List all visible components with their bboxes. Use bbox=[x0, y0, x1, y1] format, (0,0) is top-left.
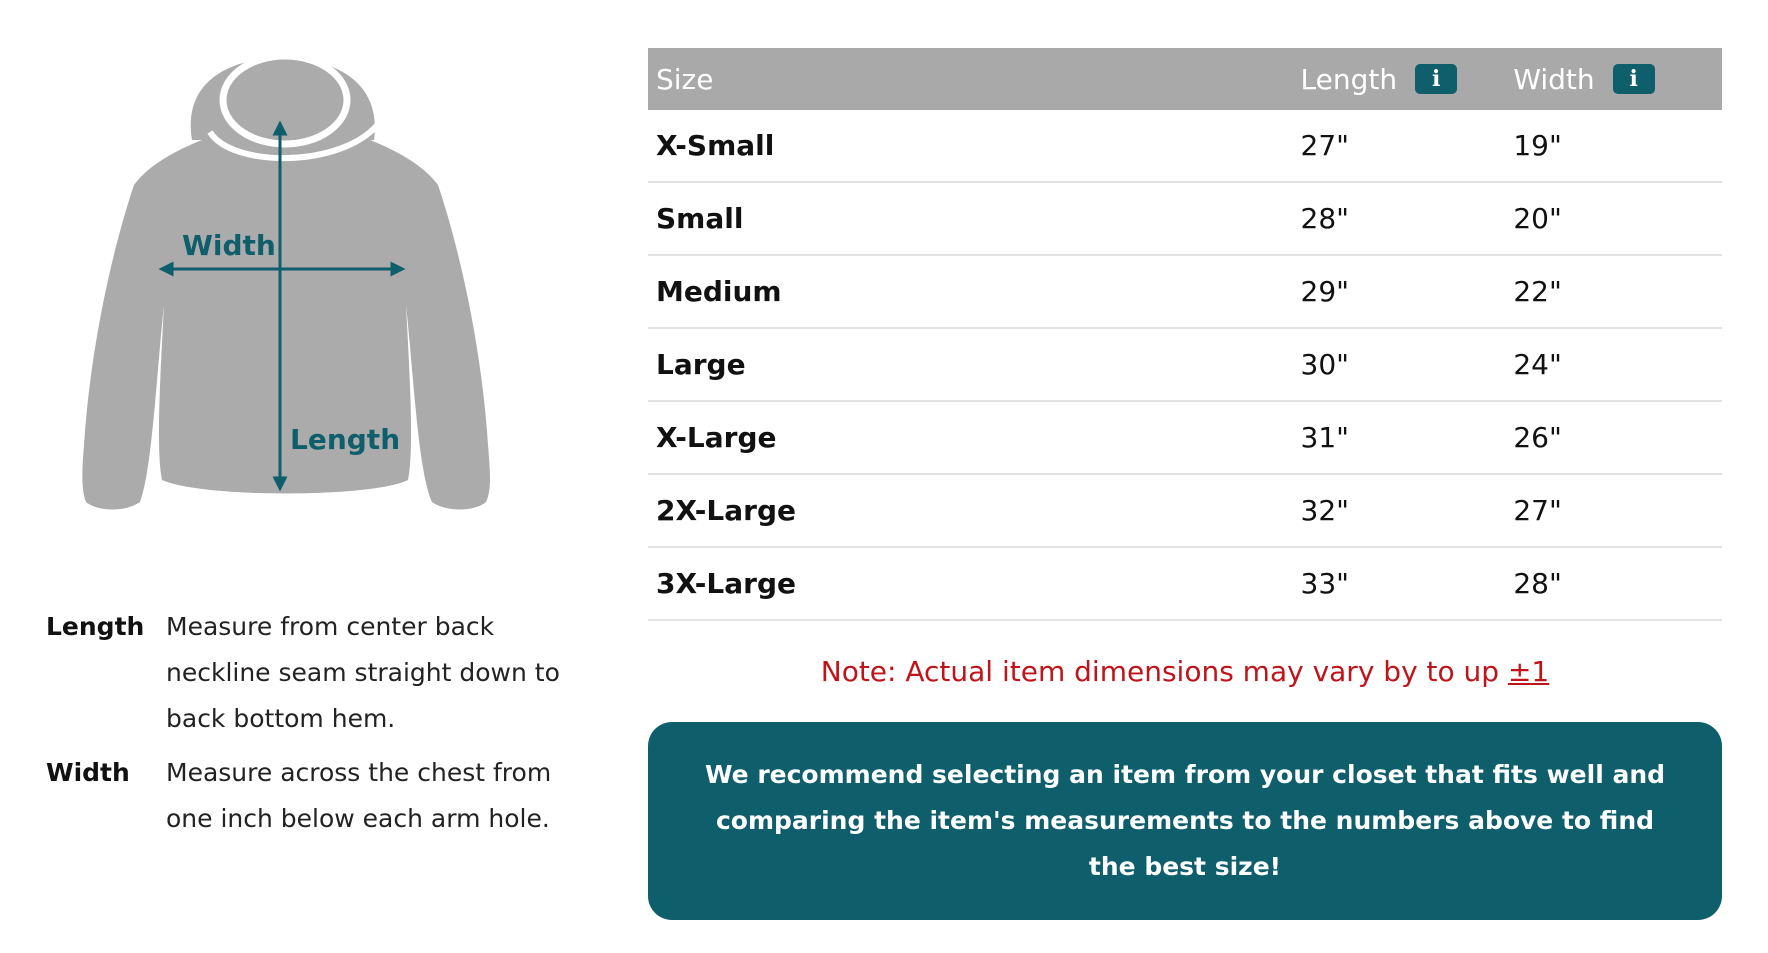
header-length bbox=[1301, 48, 1514, 110]
legend-term: Width bbox=[46, 758, 130, 787]
table-row bbox=[648, 182, 1722, 255]
length-cell: 32" bbox=[1301, 474, 1514, 547]
measurement-guide bbox=[0, 0, 600, 953]
size-table-body bbox=[648, 110, 1722, 620]
width-cell: 24" bbox=[1513, 328, 1722, 401]
hoodie-body bbox=[82, 130, 490, 510]
size-table-header bbox=[648, 48, 1722, 110]
info-icon[interactable]: i bbox=[1613, 64, 1655, 94]
table-row bbox=[648, 328, 1722, 401]
legend-row-length bbox=[46, 604, 566, 742]
length-cell: 27" bbox=[1301, 110, 1514, 182]
header-size: Size bbox=[648, 48, 1301, 110]
table-row bbox=[648, 401, 1722, 474]
recommendation-banner bbox=[648, 722, 1722, 920]
width-label: Width bbox=[182, 229, 276, 262]
width-cell: 27" bbox=[1513, 474, 1722, 547]
length-cell: 30" bbox=[1301, 328, 1514, 401]
measurement-legend bbox=[46, 604, 566, 850]
width-cell: 26" bbox=[1513, 401, 1722, 474]
width-cell: 28" bbox=[1513, 547, 1722, 620]
size-cell: X-Small bbox=[648, 110, 1301, 182]
note-text: Note: Actual item dimensions may vary by to up bbox=[820, 655, 1508, 688]
info-icon[interactable]: i bbox=[1415, 64, 1457, 94]
size-cell: 2X-Large bbox=[648, 474, 1301, 547]
length-cell: 28" bbox=[1301, 182, 1514, 255]
size-cell: X-Large bbox=[648, 401, 1301, 474]
recommendation-text: We recommend selecting an item from your closet that fits well and comparing the item's measurements to the numbers above to find the best size! bbox=[704, 760, 1666, 881]
legend-description: Measure from center back neckline seam straight down to back bottom hem. bbox=[166, 612, 560, 733]
length-cell: 31" bbox=[1301, 401, 1514, 474]
size-cell: Medium bbox=[648, 255, 1301, 328]
size-cell: Large bbox=[648, 328, 1301, 401]
length-label: Length bbox=[290, 423, 401, 456]
table-row bbox=[648, 255, 1722, 328]
legend-row-width bbox=[46, 750, 566, 842]
size-cell: 3X-Large bbox=[648, 547, 1301, 620]
width-cell: 22" bbox=[1513, 255, 1722, 328]
size-table bbox=[648, 48, 1722, 621]
width-cell: 19" bbox=[1513, 110, 1722, 182]
width-cell: 20" bbox=[1513, 182, 1722, 255]
legend-description: Measure across the chest from one inch below each arm hole. bbox=[166, 758, 552, 833]
size-chart bbox=[648, 48, 1722, 920]
header-width bbox=[1513, 48, 1722, 110]
table-row bbox=[648, 547, 1722, 620]
note-tolerance: ±1 bbox=[1507, 655, 1550, 688]
table-row bbox=[648, 110, 1722, 182]
legend-term: Length bbox=[46, 612, 145, 641]
header-width-label: Width bbox=[1513, 62, 1595, 96]
length-cell: 33" bbox=[1301, 547, 1514, 620]
length-cell: 29" bbox=[1301, 255, 1514, 328]
hoodie-diagram bbox=[82, 50, 522, 560]
header-length-label: Length bbox=[1300, 62, 1398, 96]
dimension-note bbox=[648, 655, 1722, 688]
size-cell: Small bbox=[648, 182, 1301, 255]
table-row bbox=[648, 474, 1722, 547]
